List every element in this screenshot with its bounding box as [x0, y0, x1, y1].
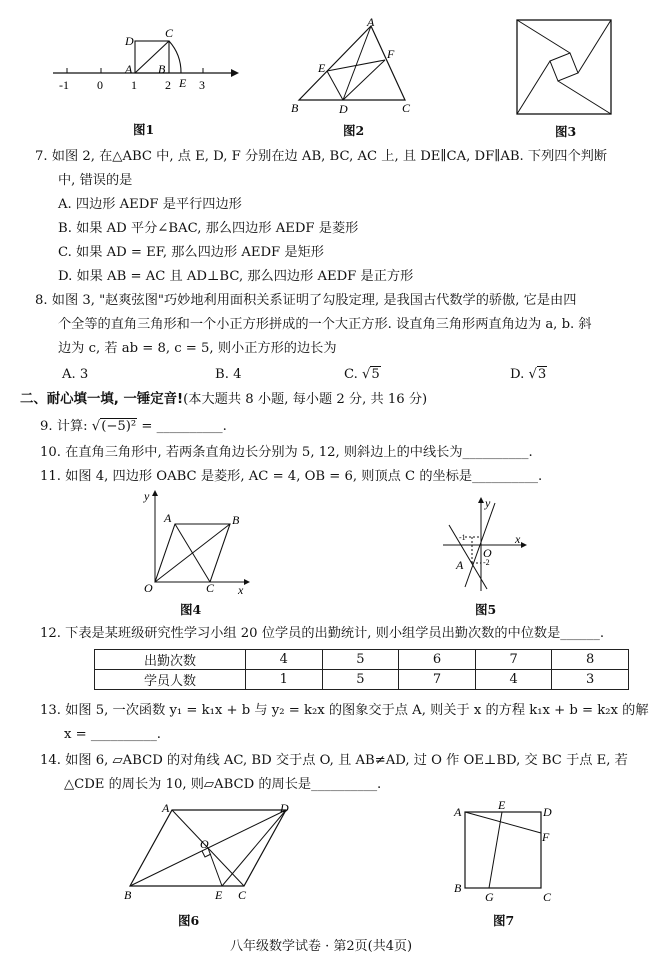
table-cell: 4: [475, 670, 552, 690]
fig4-point: B: [232, 513, 240, 527]
table-cell: 1: [246, 670, 323, 690]
q9-prefix: 9. 计算:: [40, 419, 92, 434]
fig2-point: F: [387, 47, 395, 61]
fig4-point: x: [238, 583, 244, 596]
table-cell: 3: [552, 670, 629, 690]
fig5-label: A: [456, 558, 464, 572]
figure-4: [140, 488, 252, 596]
fig2-point: A: [367, 15, 375, 29]
fig2-point: C: [402, 101, 411, 115]
fig5-label: -2: [483, 558, 490, 567]
fig1-caption: 图1: [133, 122, 155, 137]
table-header-cell: 出勤次数: [95, 650, 246, 670]
q7-option-a: A. 四边形 AEDF 是平行四边形: [58, 197, 242, 212]
fig1-point: D: [125, 34, 134, 48]
fig6-point: B: [124, 888, 132, 902]
q8-line2: 个全等的直角三角形和一个小正方形拼成的一个大正方形. 设直角三角形两直角边为 a, b. 斜: [58, 317, 592, 332]
fig1-point: C: [165, 26, 174, 40]
table-row: [95, 650, 629, 670]
q8-option-d-prefix: D.: [510, 367, 529, 382]
fig4-point: y: [144, 489, 150, 503]
fig4-point: C: [206, 581, 215, 595]
figure-5: [435, 495, 535, 595]
fig1-point: A: [125, 62, 133, 76]
fig7-point: F: [542, 830, 550, 844]
fig5-caption: 图5: [475, 602, 497, 617]
q8-option-d-radicand: 3: [537, 367, 547, 382]
fig5-label: O: [483, 546, 492, 560]
fig1-tick: 3: [199, 78, 205, 92]
attendance-table: [94, 649, 629, 690]
fig5-label: x: [515, 532, 521, 546]
q11: 11. 如图 4, 四边形 OABC 是菱形, AC = 4, OB = 6, 则顶点 C 的坐标是__________.: [40, 469, 543, 484]
q8-option-c-radicand: 5: [371, 367, 380, 382]
fig2-point: E: [318, 61, 326, 75]
fig2-point: B: [291, 101, 299, 115]
q12: 12. 下表是某班级研究性学习小组 20 位学员的出勤统计, 则小组学员出勤次数的中位数是______.: [40, 626, 605, 641]
q14-line1: 14. 如图 6, ▱ABCD 的对角线 AC, BD 交于点 O, 且 AB≠AD, 过 O 作 OE⊥BD, 交 BC 于点 E, 若: [40, 753, 628, 768]
q8-option-c: C. √5: [344, 367, 380, 382]
q8-option-a: A. 3: [62, 367, 89, 382]
q9-suffix: = __________.: [137, 419, 227, 434]
q8-option-d: D. √3: [510, 367, 547, 382]
fig6-point: E: [215, 888, 223, 902]
fig7-point: G: [485, 890, 494, 904]
section-2-title: 二、耐心填一填, 一锤定音!: [20, 392, 184, 407]
figure-6: [118, 800, 298, 906]
fig7-point: D: [543, 805, 552, 819]
q7-option-d: D. 如果 AB = AC 且 AD⊥BC, 那么四边形 AEDF 是正方形: [58, 269, 414, 284]
q8-line3: 边为 c, 若 ab = 8, c = 5, 则小正方形的边长为: [58, 341, 337, 356]
q9: 9. 计算: √(−5)² = __________.: [40, 419, 227, 434]
q8-line1: 8. 如图 3, "赵爽弦图"巧妙地利用面积关系证明了勾股定理, 是我国古代数学的骄傲, 它是由四: [35, 293, 577, 308]
fig6-point: D: [280, 801, 289, 815]
section-2-heading: [20, 391, 427, 409]
table-cell: 6: [399, 650, 476, 670]
table-cell: 7: [399, 670, 476, 690]
q8-option-c-prefix: C.: [344, 367, 363, 382]
fig7-point: C: [543, 890, 552, 904]
table-row: [95, 670, 629, 690]
fig1-tick: -1: [59, 78, 69, 92]
q13-line1: 13. 如图 5, 一次函数 y₁ = k₁x + b 与 y₂ = k₂x 的图象交于点 A, 则关于 x 的方程 k₁x + b = k₂x 的解: [40, 703, 649, 718]
table-cell: 8: [552, 650, 629, 670]
table-header-cell: 学员人数: [95, 670, 246, 690]
q7-option-b: B. 如果 AD 平分∠BAC, 那么四边形 AEDF 是菱形: [58, 221, 359, 236]
fig5-label: y: [485, 496, 491, 510]
table-cell: 4: [246, 650, 323, 670]
q10: 10. 在直角三角形中, 若两条直角边长分别为 5, 12, 则斜边上的中线长为__________.: [40, 445, 533, 460]
fig1-point: E: [179, 76, 187, 90]
fig2-caption: 图2: [343, 123, 365, 138]
q7-line2: 中, 错误的是: [58, 173, 133, 188]
fig7-point: A: [454, 805, 462, 819]
fig7-point: E: [498, 798, 506, 812]
fig6-point: A: [162, 801, 170, 815]
fig1-tick: 0: [97, 78, 103, 92]
q7-line1: 7. 如图 2, 在△ABC 中, 点 E, D, F 分别在边 AB, BC, AC 上, 且 DE∥CA, DF∥AB. 下列四个判断: [35, 149, 608, 164]
table-cell: 7: [475, 650, 552, 670]
fig1-tick: 1: [131, 78, 137, 92]
fig7-point: B: [454, 881, 462, 895]
figure-1: [45, 25, 245, 105]
fig1-tick: 2: [165, 78, 171, 92]
fig7-caption: 图7: [493, 913, 515, 928]
section-2-note: (本大题共 8 小题, 每小题 2 分, 共 16 分): [183, 392, 428, 407]
figure-2: [285, 14, 425, 118]
q14-line2: △CDE 的周长为 10, 则▱ABCD 的周长是__________.: [64, 777, 382, 792]
fig4-point: A: [164, 511, 172, 525]
figure-7: [450, 797, 560, 909]
fig5-label: -1: [459, 533, 466, 542]
q8-option-b: B. 4: [215, 367, 242, 382]
fig3-caption: 图3: [555, 124, 577, 139]
fig6-point: O: [200, 837, 209, 851]
fig1-point: B: [158, 62, 166, 76]
fig6-point: C: [238, 888, 247, 902]
q9-radicand: (−5)²: [101, 419, 137, 434]
fig4-caption: 图4: [180, 602, 202, 617]
fig6-caption: 图6: [178, 913, 200, 928]
fig4-point: O: [144, 581, 153, 595]
fig2-point: D: [339, 102, 348, 116]
page-footer: 八年级数学试卷 · 第2页(共4页): [230, 939, 413, 954]
q13-line2: x = __________.: [64, 727, 162, 742]
table-cell: 5: [322, 650, 399, 670]
table-cell: 5: [322, 670, 399, 690]
figure-3: [515, 18, 615, 118]
q7-option-c: C. 如果 AD = EF, 那么四边形 AEDF 是矩形: [58, 245, 324, 260]
